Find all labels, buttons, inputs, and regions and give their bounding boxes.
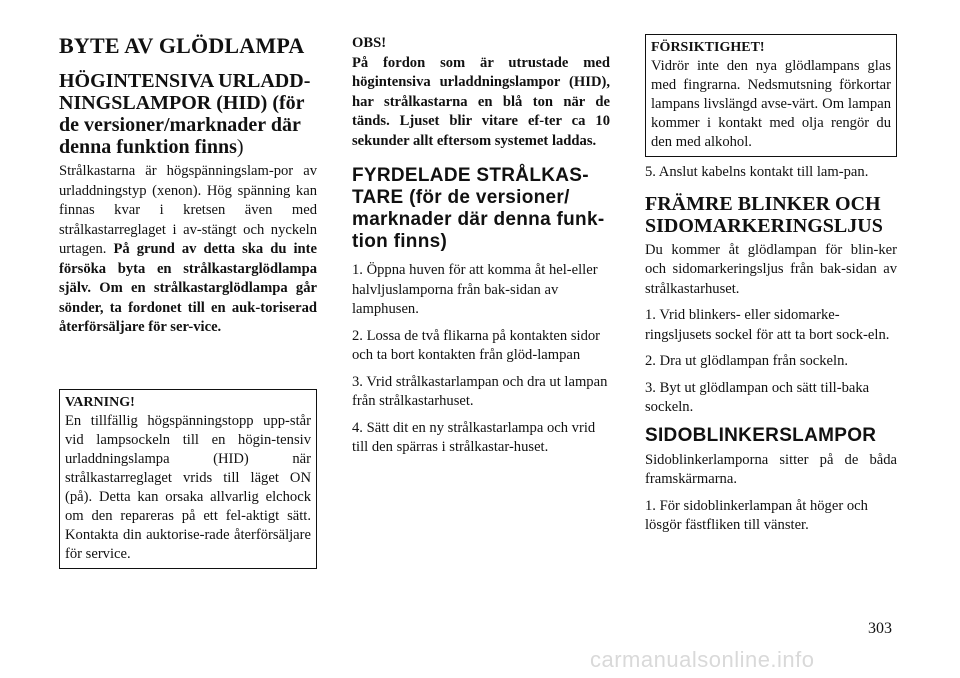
side-blinker-heading: SIDOBLINKERSLAMPOR [645, 424, 877, 446]
note-text: På fordon som är utrustade med högintensiva urladdningslampor (HID), har strålkastarna en blå ton när de tänds. Ljuset blir vitare ef-ter ca 10 sekunder allt eftersom systemet laddas. [352, 54, 610, 149]
middle-column [352, 34, 610, 465]
hid-heading-text: HÖGINTENSIVA URLADD- NINGSLAMPOR (HID) (för de versioner/marknader där denna funktion finns [59, 70, 311, 158]
step-item: 3. Byt ut glödlampan och sätt till-baka sockeln. [645, 379, 870, 415]
hid-heading-close: ) [236, 136, 244, 158]
split-headlamp-heading: FYRDELADE STRÅLKAS- TARE (för de versioner/ marknader där denna funk- tion finns) [352, 165, 605, 252]
hid-text-bold: På grund av detta ska du inte försöka byta en strålkastarglödlampa själv. Om en strålkastarglödlampa går sönder, ta fordonet till en auk-toriserad återförsäljare för ser-vice. [59, 241, 317, 335]
note-title: OBS! [352, 35, 387, 51]
caution-box [645, 34, 897, 157]
right-column [645, 34, 897, 543]
page-title: BYTE AV GLÖDLAMPA [59, 33, 305, 58]
page-number: 303 [868, 620, 892, 637]
hid-paragraph [59, 162, 317, 338]
warning-title: VARNING! [65, 395, 135, 410]
step-item: 2. Lossa de två flikarna på kontakten sidor och ta bort kontakten från glöd-lampan [352, 327, 601, 363]
step-item: 4. Sätt dit en ny strålkastarlampa och vrid till den spärras i strålkastar-huset. [352, 419, 596, 455]
warning-text: En tillfällig högspänningstopp upp-står vid lampsockeln till en högin-tensiv urladdningslampa (HID) när strålkastarreglaget vrids till läget ON (på). Detta kan orsaka allvarlig elchock om den repareras på ett fel-aktigt sätt. Kontakta din auktorise-rade återförsäljare för service. [65, 413, 311, 562]
step-item: 2. Dra ut glödlampan från sockeln. [645, 353, 849, 369]
front-blinker-heading: FRÄMRE BLINKER OCH SIDOMARKERINGSLJUS [645, 192, 883, 237]
left-column [59, 34, 317, 338]
hid-text: Strålkastarna är högspänningslam-por av urladdningstyp (xenon). Hög spänning kan finnas kvar i kretsen även med strålkastarreglaget i av-stängt och nyckeln urtagen. [59, 163, 317, 257]
step-item: 5. Anslut kabelns kontakt till lam-pan. [645, 164, 869, 180]
caution-text: Vidrör inte den nya glödlampans glas med fingrarna. Nedsmutsning förkortar lampans livslängd avse-värt. Om lampan kommer i kontakt med olja rengör du den med alkohol. [651, 58, 891, 150]
blinker-intro: Du kommer åt glödlampan för blin-ker och sidomarkeringsljus från bak-sidan av strålkastarhuset. [645, 241, 897, 297]
watermark: carmanualsonline.info [590, 647, 815, 672]
step-item: 1. För sidoblinkerlampan åt höger och lösgör fästfliken till vänster. [645, 497, 868, 533]
step-item: 3. Vrid strålkastarlampan och dra ut lampan från strålkastarhuset. [352, 373, 608, 409]
warning-box [59, 389, 317, 569]
caution-title: FÖRSIKTIGHET! [651, 40, 765, 55]
hid-heading [59, 70, 317, 158]
side-intro: Sidoblinkerlamporna sitter på de båda framskärmarna. [645, 451, 897, 487]
step-item: 1. Vrid blinkers- eller sidomarke-ringsljusets sockel för att ta bort sock-eln. [645, 307, 890, 343]
step-item: 1. Öppna huven för att komma åt hel-eller halvljuslamporna från bak-sidan av lamphusen. [352, 262, 598, 317]
